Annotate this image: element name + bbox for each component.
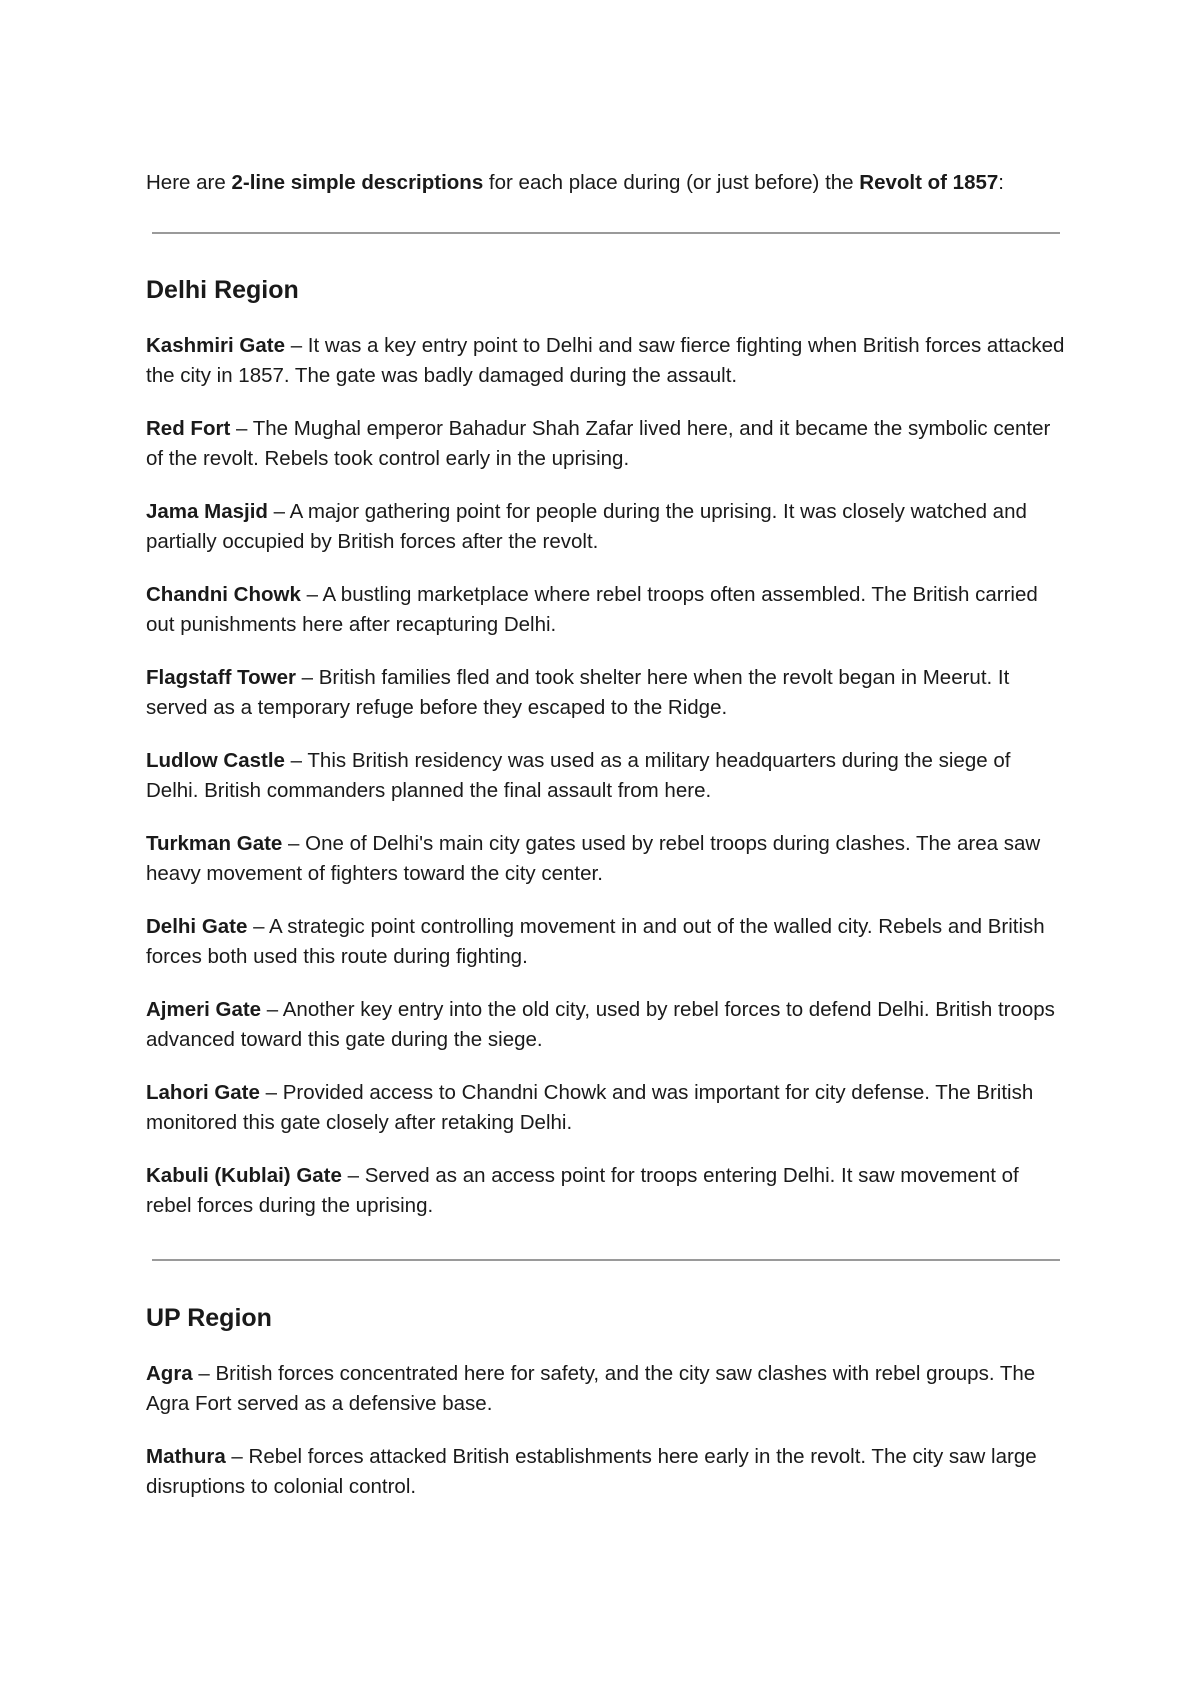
place-description: – This British residency was used as a military headquarters during the siege of Delhi. British commanders planned the final assault from here. <box>146 749 1011 802</box>
place-description: – One of Delhi's main city gates used by rebel troops during clashes. The area saw heavy movement of fighters toward the city center. <box>146 832 1041 885</box>
place-description: – Another key entry into the old city, used by rebel forces to defend Delhi. British troops advanced toward this gate during the siege. <box>146 998 1055 1051</box>
place-description: – Provided access to Chandni Chowk and was important for city defense. The British monitored this gate closely after retaking Delhi. <box>146 1081 1034 1134</box>
place-name: Lahori Gate <box>146 1081 260 1104</box>
section-heading: UP Region <box>146 1304 272 1332</box>
place-name: Mathura <box>146 1445 226 1468</box>
place-description: – Rebel forces attacked British establishments here early in the revolt. The city saw large disruptions to colonial control. <box>146 1445 1037 1498</box>
place-description: – A major gathering point for people during the uprising. It was closely watched and partially occupied by British forces after the revolt. <box>146 500 1027 553</box>
intro-bold-text: 2-line simple descriptions <box>231 171 484 194</box>
document-page <box>146 168 1066 1525</box>
place-name: Flagstaff Tower <box>146 666 296 689</box>
place-name: Jama Masjid <box>146 500 268 523</box>
place-entry <box>146 497 1066 556</box>
place-entry <box>146 414 1066 473</box>
intro-bold-text: Revolt of 1857 <box>859 171 999 194</box>
place-name: Red Fort <box>146 417 231 440</box>
place-name: Turkman Gate <box>146 832 283 855</box>
place-entry <box>146 1442 1066 1501</box>
intro-text: for each place during (or just before) the <box>483 171 860 194</box>
place-entry <box>146 1078 1066 1137</box>
place-name: Agra <box>146 1362 193 1385</box>
intro-text: Here are <box>146 171 232 194</box>
horizontal-divider <box>152 232 1060 234</box>
place-description: – British forces concentrated here for safety, and the city saw clashes with rebel groups. The Agra Fort served as a defensive base. <box>146 1362 1036 1415</box>
place-name: Delhi Gate <box>146 915 248 938</box>
place-description: – It was a key entry point to Delhi and saw fierce fighting when British forces attacked the city in 1857. The gate was badly damaged during the assault. <box>146 334 1065 387</box>
place-description: – A strategic point controlling movement in and out of the walled city. Rebels and British forces both used this route during fighting. <box>146 915 1045 968</box>
place-name: Kabuli (Kublai) Gate <box>146 1164 342 1187</box>
place-entry <box>146 829 1066 888</box>
section-entries <box>146 1359 1066 1501</box>
place-name: Ludlow Castle <box>146 749 285 772</box>
place-description: – British families fled and took shelter here when the revolt began in Meerut. It served as a temporary refuge before they escaped to the Ridge. <box>146 666 1010 719</box>
section-entries <box>146 331 1066 1220</box>
intro-paragraph <box>146 168 1066 197</box>
place-description: – The Mughal emperor Bahadur Shah Zafar lived here, and it became the symbolic center of the revolt. Rebels took control early in the uprising. <box>146 417 1051 470</box>
place-entry <box>146 746 1066 805</box>
place-entry <box>146 331 1066 390</box>
place-description: – A bustling marketplace where rebel troops often assembled. The British carried out punishments here after recapturing Delhi. <box>146 583 1038 636</box>
place-entry <box>146 912 1066 971</box>
section-heading: Delhi Region <box>146 276 299 304</box>
intro-text: : <box>998 171 1004 194</box>
place-entry <box>146 580 1066 639</box>
place-entry <box>146 663 1066 722</box>
horizontal-divider <box>152 1259 1060 1261</box>
place-entry <box>146 1161 1066 1220</box>
place-description: – Served as an access point for troops entering Delhi. It saw movement of rebel forces during the uprising. <box>146 1164 1019 1217</box>
place-entry <box>146 1359 1066 1418</box>
place-name: Ajmeri Gate <box>146 998 262 1021</box>
place-name: Kashmiri Gate <box>146 334 285 357</box>
place-entry <box>146 995 1066 1054</box>
place-name: Chandni Chowk <box>146 583 301 606</box>
